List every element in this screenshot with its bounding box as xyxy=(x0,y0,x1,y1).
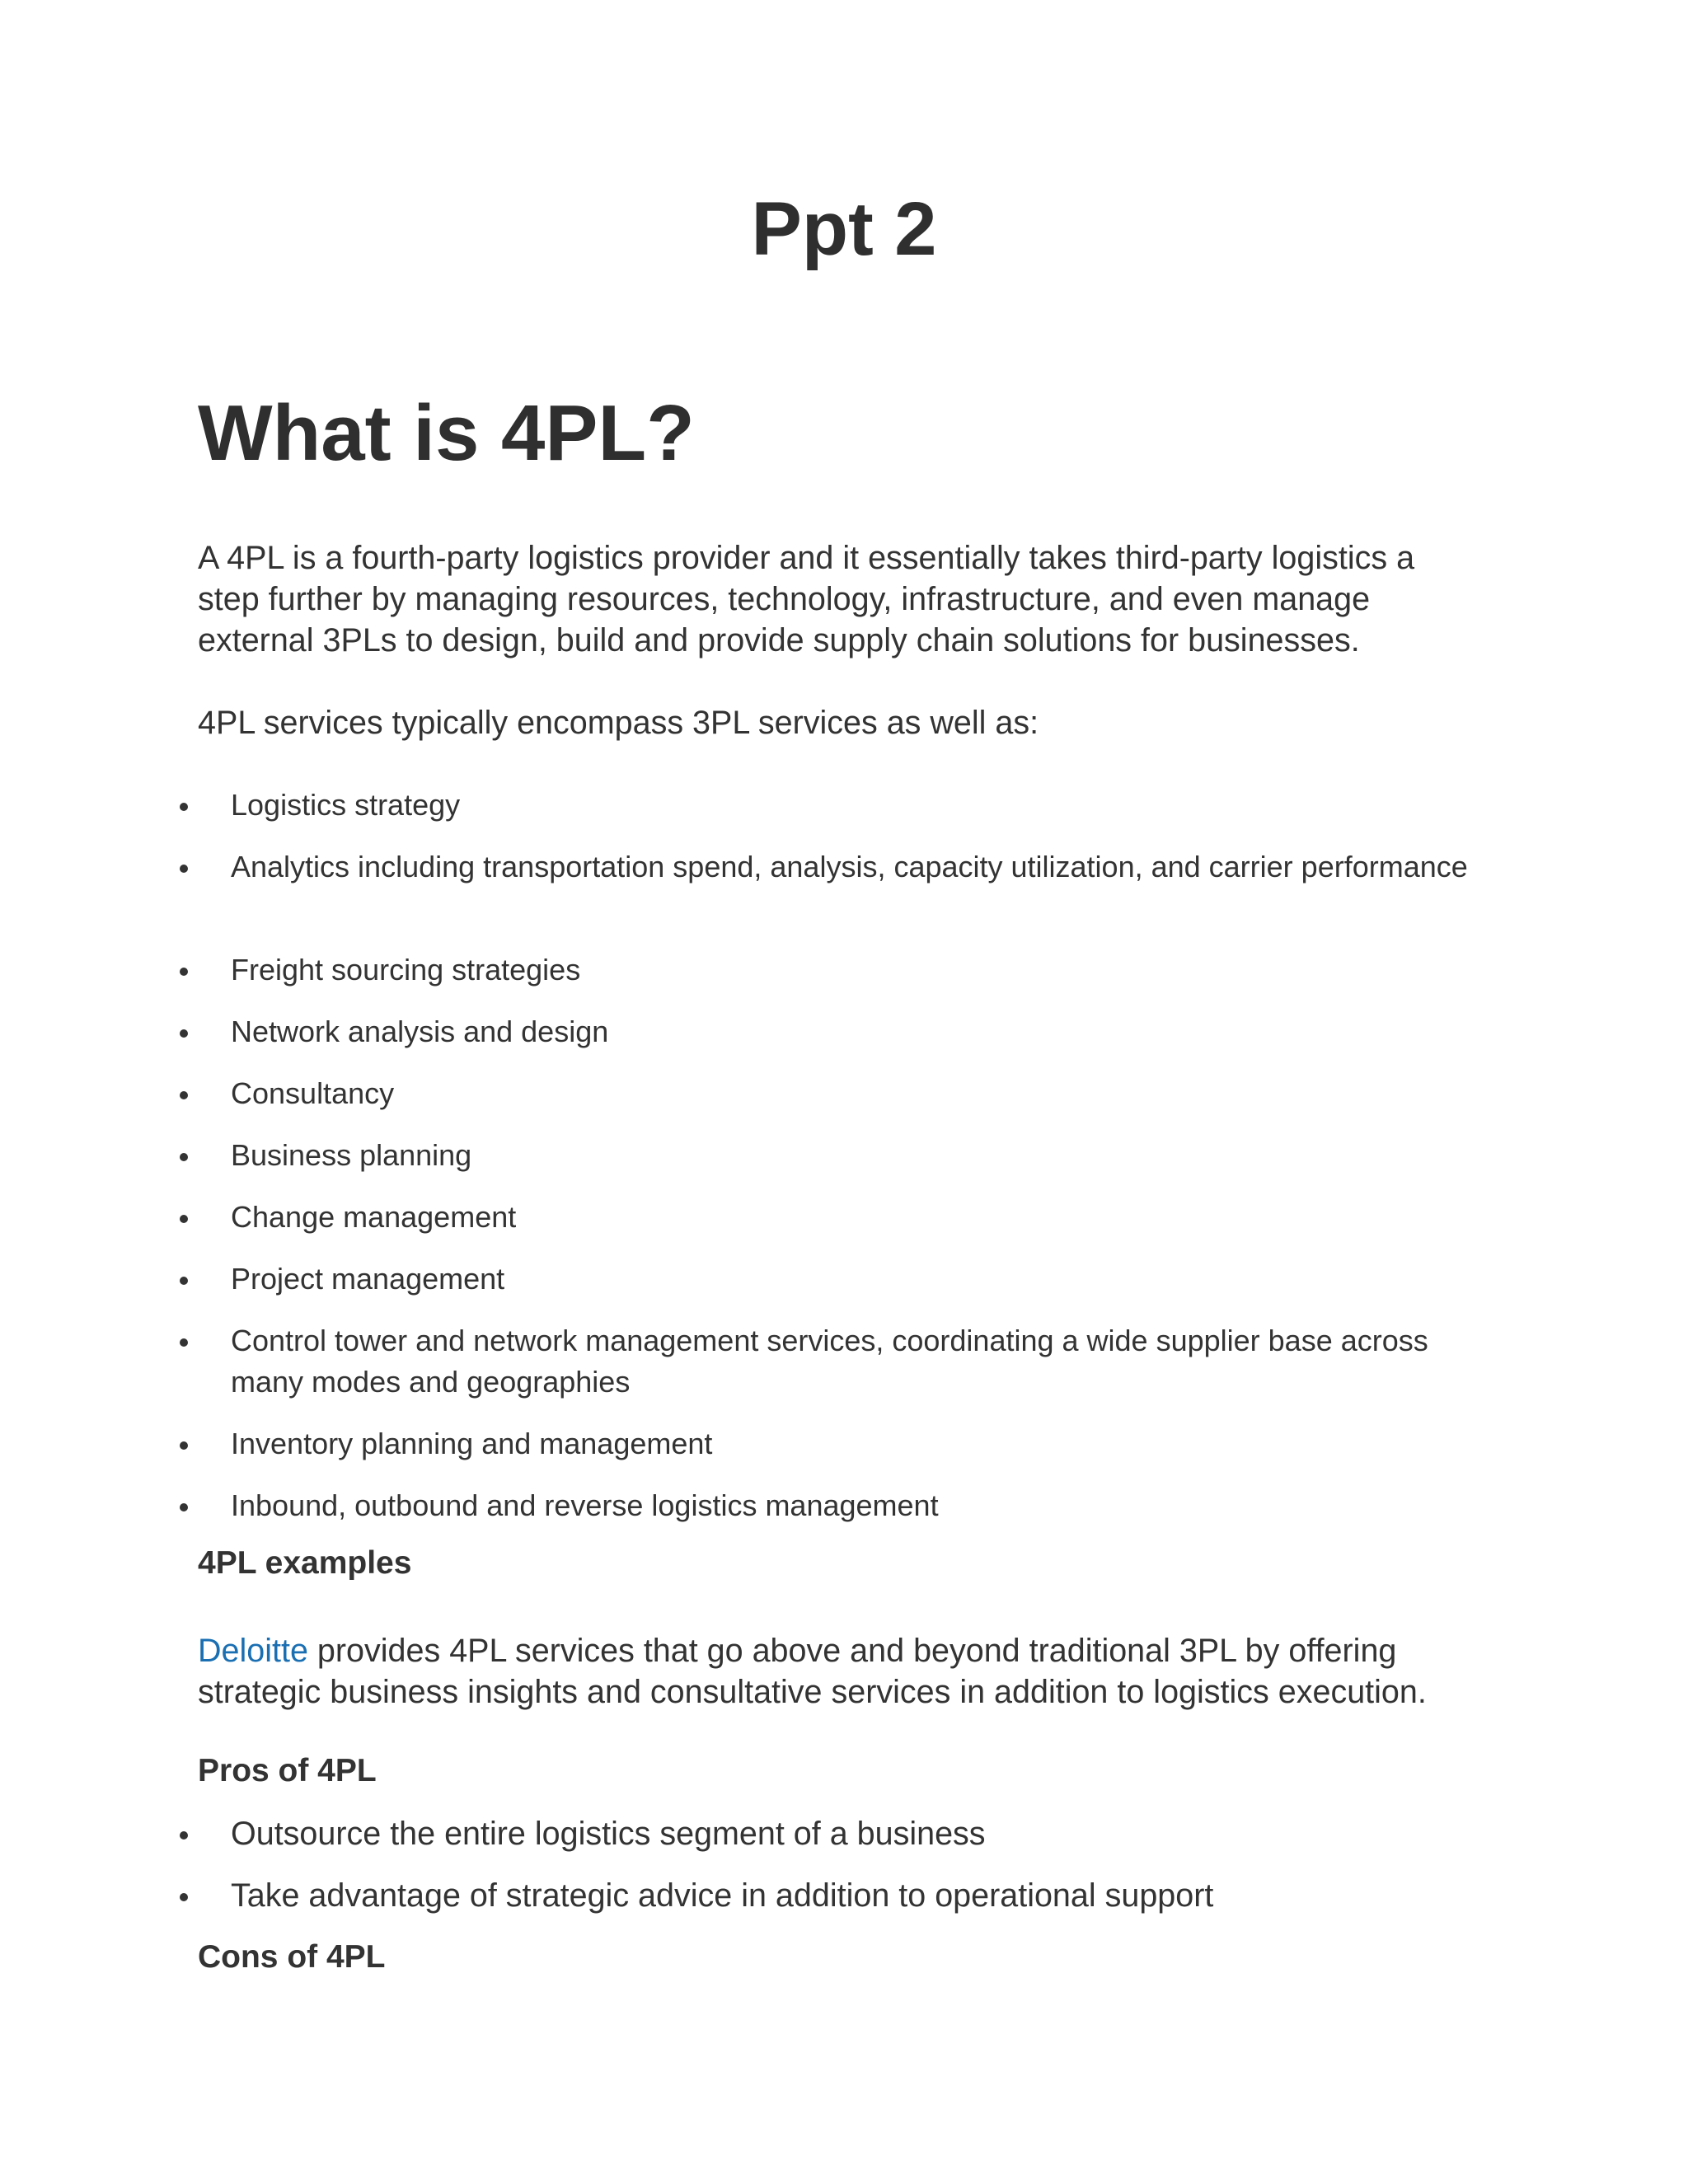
list-item-text: Inventory planning and management xyxy=(231,1427,713,1460)
examples-paragraph xyxy=(198,1630,1484,1713)
bullet-icon xyxy=(180,1153,188,1161)
bullet-icon xyxy=(180,968,188,976)
list-item-text: Outsource the entire logistics segment of a business xyxy=(231,1816,986,1852)
examples-heading: 4PL examples xyxy=(198,1545,412,1581)
list-item-text: Analytics including transportation spend, analysis, capacity utilization, and carrier performance xyxy=(231,850,1468,883)
list-item-text: Project management xyxy=(231,1262,505,1296)
list-item-text: Business planning xyxy=(231,1138,472,1172)
intro-paragraph: A 4PL is a fourth-party logistics provider and it essentially takes third-party logistics a step further by managing resources, technology, infrastructure, and even manage external 3PLs to design, build and provide supply chain solutions for businesses. xyxy=(198,540,1415,658)
list-item-text: Network analysis and design xyxy=(231,1015,609,1048)
deloitte-link[interactable]: Deloitte xyxy=(198,1633,308,1669)
list-item-text: Logistics strategy xyxy=(231,788,461,822)
bullet-icon xyxy=(180,1215,188,1223)
bullet-icon xyxy=(180,1503,188,1511)
list-item-text: Freight sourcing strategies xyxy=(231,953,581,987)
list-item-text: Change management xyxy=(231,1200,517,1234)
bullet-icon xyxy=(180,803,188,811)
bullet-icon xyxy=(180,1277,188,1285)
bullet-icon xyxy=(180,1029,188,1038)
bullet-icon xyxy=(180,1338,188,1347)
pros-heading: Pros of 4PL xyxy=(198,1753,377,1788)
bullet-icon xyxy=(180,1441,188,1450)
list-item-text: Inbound, outbound and reverse logistics management xyxy=(231,1488,939,1522)
bullet-icon xyxy=(180,1893,188,1901)
bullet-icon xyxy=(180,1091,188,1099)
main-heading: What is 4PL? xyxy=(198,389,695,477)
list-item-text: Consultancy xyxy=(231,1076,395,1110)
bullet-icon xyxy=(180,1831,188,1840)
services-intro-paragraph: 4PL services typically encompass 3PL services as well as: xyxy=(198,705,1039,741)
examples-text: provides 4PL services that go above and beyond traditional 3PL by offering strategic business insights and consultative services in addition to logistics execution. xyxy=(198,1633,1427,1710)
bullet-icon xyxy=(180,865,188,873)
list-item-text: Take advantage of strategic advice in addition to operational support xyxy=(231,1877,1214,1914)
document-title: Ppt 2 xyxy=(751,187,937,271)
list-item-text: Control tower and network management services, coordinating a wide supplier base across many modes and geographies xyxy=(231,1324,1428,1399)
cons-heading: Cons of 4PL xyxy=(198,1939,386,1975)
